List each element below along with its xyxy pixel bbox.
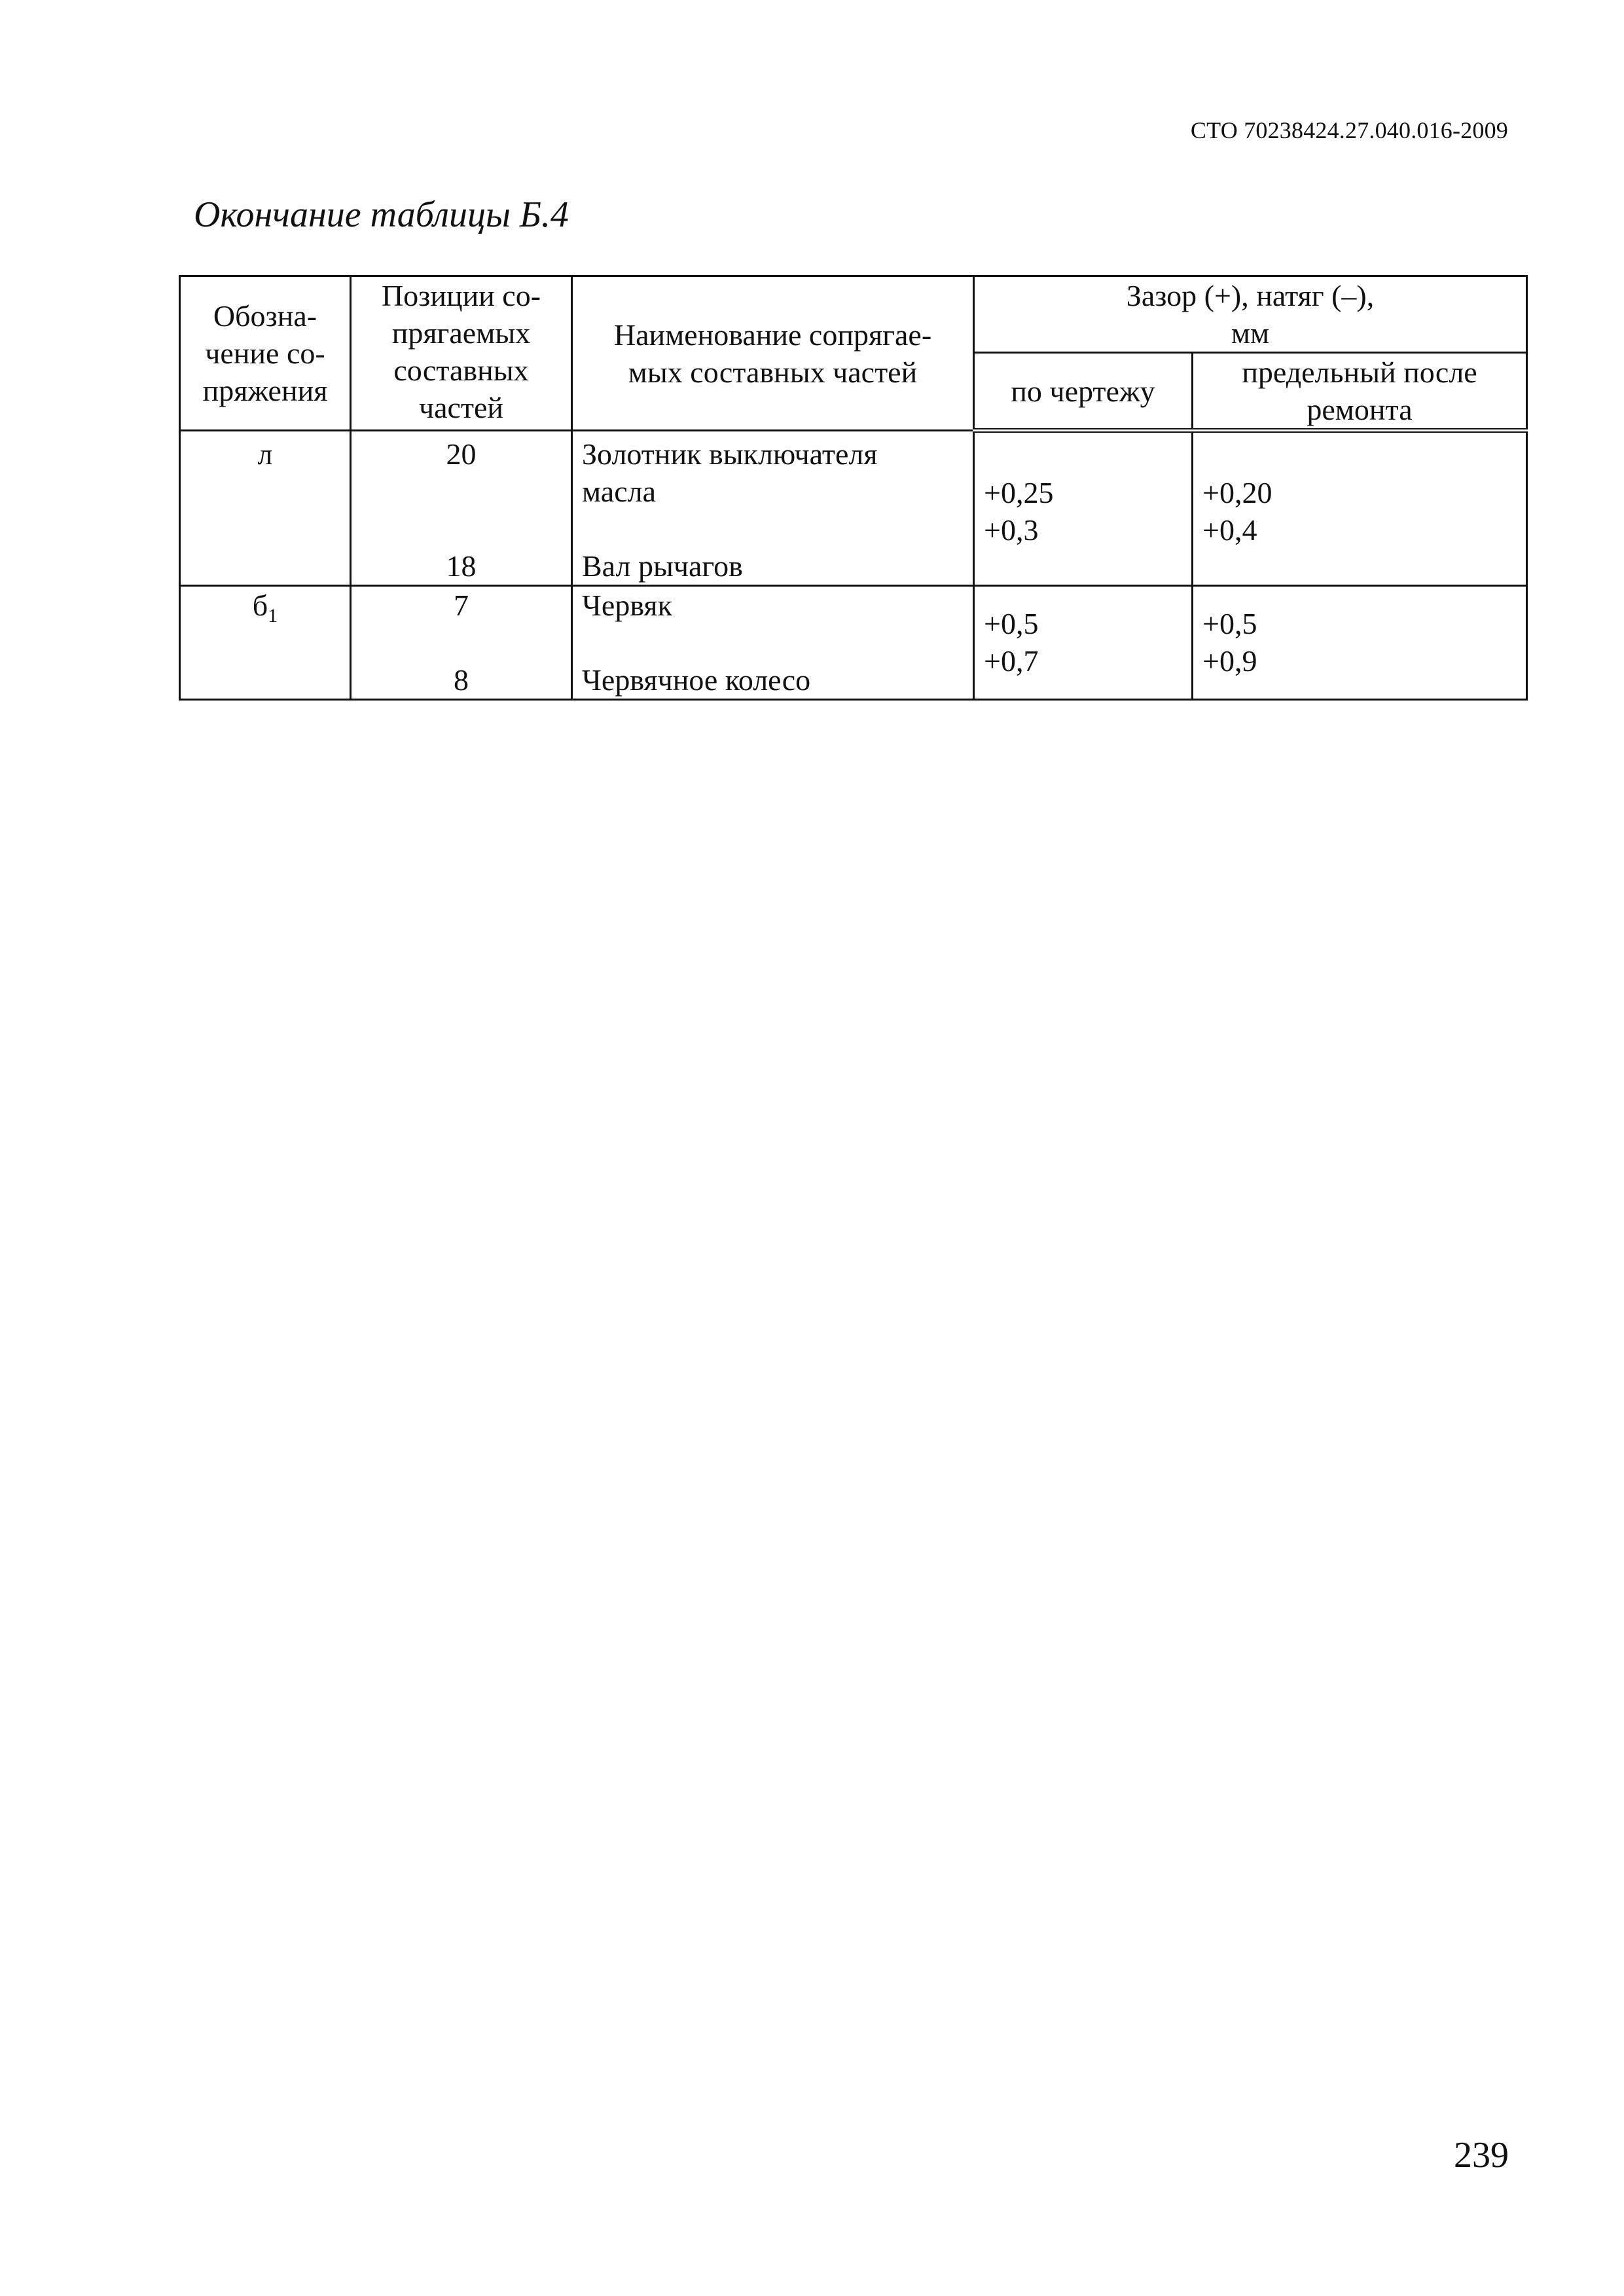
page-number: 239 [1454, 2135, 1509, 2176]
header-positions-line: Позиции со- [381, 279, 541, 312]
designation-text: л [257, 437, 273, 471]
table-row [180, 431, 1527, 586]
header-positions [351, 276, 572, 431]
limit-value: +0,5 [1202, 607, 1257, 640]
header-part-names-line: Наименование сопрягае- [613, 318, 932, 352]
header-designation-line: Обозна- [213, 299, 317, 333]
header-designation [180, 276, 351, 431]
limit-value: +0,4 [1202, 513, 1257, 547]
designation-cell [180, 431, 351, 586]
designation-cell [180, 586, 351, 700]
drawing-value: +0,3 [984, 513, 1039, 547]
drawing-value: +0,25 [984, 476, 1054, 509]
part-name: масла [582, 475, 657, 508]
positions-cell [351, 431, 572, 586]
document-code: СТО 70238424.27.040.016-2009 [1190, 117, 1508, 143]
table-row [180, 586, 1527, 700]
designation-subscript: 1 [268, 605, 278, 627]
part-name: Вал рычагов [582, 549, 743, 583]
part-name: Золотник выключателя [582, 437, 878, 471]
header-by-drawing: по чертежу [974, 353, 1193, 431]
table-caption: Окончание таблицы Б.4 [194, 194, 569, 235]
header-after-repair-line: ремонта [1307, 393, 1413, 426]
position-top: 20 [446, 437, 477, 471]
limit-values-cell [1193, 586, 1527, 700]
drawing-values-cell [974, 431, 1193, 586]
header-clearance-line: Зазор (+), натяг (–), [1126, 279, 1375, 312]
part-name: Червячное колесо [582, 663, 811, 697]
header-positions-line: составных [393, 354, 529, 387]
position-bottom: 18 [446, 549, 477, 583]
header-clearance-group [974, 276, 1527, 353]
positions-cell [351, 586, 572, 700]
header-positions-line: прягаемых [391, 316, 531, 350]
data-table [179, 275, 1528, 701]
header-positions-line: частей [418, 391, 504, 424]
header-part-names [572, 276, 974, 431]
part-name: Червяк [582, 589, 672, 622]
header-designation-line: чение со- [205, 337, 325, 370]
drawing-value: +0,7 [984, 644, 1039, 678]
drawing-values-cell [974, 586, 1193, 700]
limit-value: +0,9 [1202, 644, 1257, 678]
drawing-value: +0,5 [984, 607, 1039, 640]
header-clearance-line: мм [1231, 316, 1270, 350]
part-names-cell [572, 431, 974, 586]
position-bottom: 8 [454, 663, 469, 697]
part-names-cell [572, 586, 974, 700]
limit-values-cell [1193, 431, 1527, 586]
header-after-repair [1193, 353, 1527, 431]
header-designation-line: пряжения [202, 374, 328, 407]
limit-value: +0,20 [1202, 476, 1272, 509]
designation-text: б [252, 589, 268, 622]
position-top: 7 [454, 589, 469, 622]
header-after-repair-line: предельный после [1242, 355, 1477, 389]
header-part-names-line: мых составных частей [628, 355, 918, 389]
